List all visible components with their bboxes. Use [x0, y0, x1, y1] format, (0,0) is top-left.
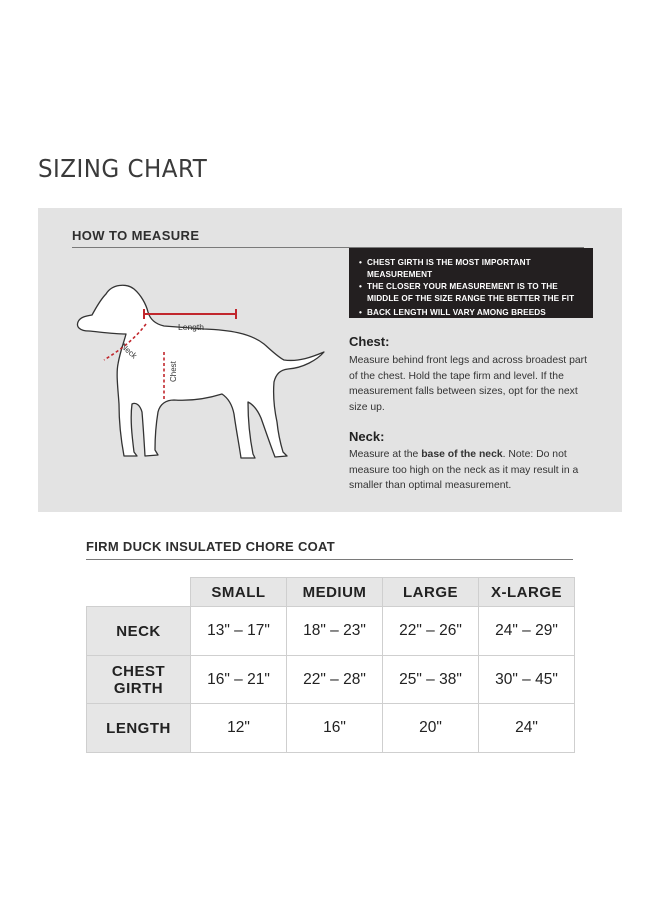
neck-label: Neck: [119, 341, 139, 361]
column-header-medium: MEDIUM: [287, 578, 383, 607]
tip-item: • BACK LENGTH WILL VARY AMONG BREEDS: [359, 307, 585, 319]
how-to-measure-heading: HOW TO MEASURE: [72, 228, 584, 248]
measurement-tips-box: [349, 248, 593, 318]
table-cell: 16": [287, 704, 383, 753]
table-row-length: [87, 704, 575, 753]
size-table: [86, 577, 575, 753]
row-header-chest-girth: CHEST GIRTH: [87, 656, 191, 704]
row-header-length: LENGTH: [87, 704, 191, 753]
table-cell: 24": [479, 704, 575, 753]
neck-instructions: [349, 447, 589, 494]
dog-measurement-diagram: [54, 274, 344, 474]
table-cell: 30" – 45": [479, 656, 575, 704]
tip-item: • CHEST GIRTH IS THE MOST IMPORTANT MEASUREMENT: [359, 257, 585, 281]
chest-instructions: Measure behind front legs and across broadest part of the chest. Hold the tape firm and level. If the measurement falls between sizes, opt for the next size up.: [349, 355, 587, 413]
table-cell: 12": [191, 704, 287, 753]
neck-text-emphasis: base of the neck: [421, 449, 503, 460]
neck-heading: Neck:: [349, 429, 385, 444]
chest-label: Chest: [169, 361, 178, 382]
product-table-heading: FIRM DUCK INSULATED CHORE COAT: [86, 539, 573, 560]
dog-silhouette-icon: [77, 285, 324, 458]
column-header-small: SMALL: [191, 578, 287, 607]
column-header-large: LARGE: [383, 578, 479, 607]
table-cell: 18" – 23": [287, 607, 383, 656]
table-cell: 22" – 26": [383, 607, 479, 656]
row-header-neck: NECK: [87, 607, 191, 656]
table-cell: 20": [383, 704, 479, 753]
length-label: Length: [178, 322, 204, 332]
table-cell: 16" – 21": [191, 656, 287, 704]
table-cell: 22" – 28": [287, 656, 383, 704]
table-corner: [87, 578, 191, 607]
neck-text-before: Measure at the: [349, 449, 422, 460]
how-to-measure-panel: [38, 208, 622, 512]
neck-text-after: . Note: Do not measure too high on the neck as it may result in a smaller than optimal measurement.: [349, 449, 579, 491]
column-header-xlarge: X-LARGE: [479, 578, 575, 607]
table-cell: 24" – 29": [479, 607, 575, 656]
page-title: SIZING CHART: [38, 154, 208, 183]
table-row-chest-girth: [87, 656, 575, 704]
tip-item: • THE CLOSER YOUR MEASUREMENT IS TO THE MIDDLE OF THE SIZE RANGE THE BETTER THE FIT: [359, 281, 585, 305]
chest-heading: Chest:: [349, 334, 390, 349]
table-row-neck: [87, 607, 575, 656]
table-cell: 25" – 38": [383, 656, 479, 704]
table-cell: 13" – 17": [191, 607, 287, 656]
